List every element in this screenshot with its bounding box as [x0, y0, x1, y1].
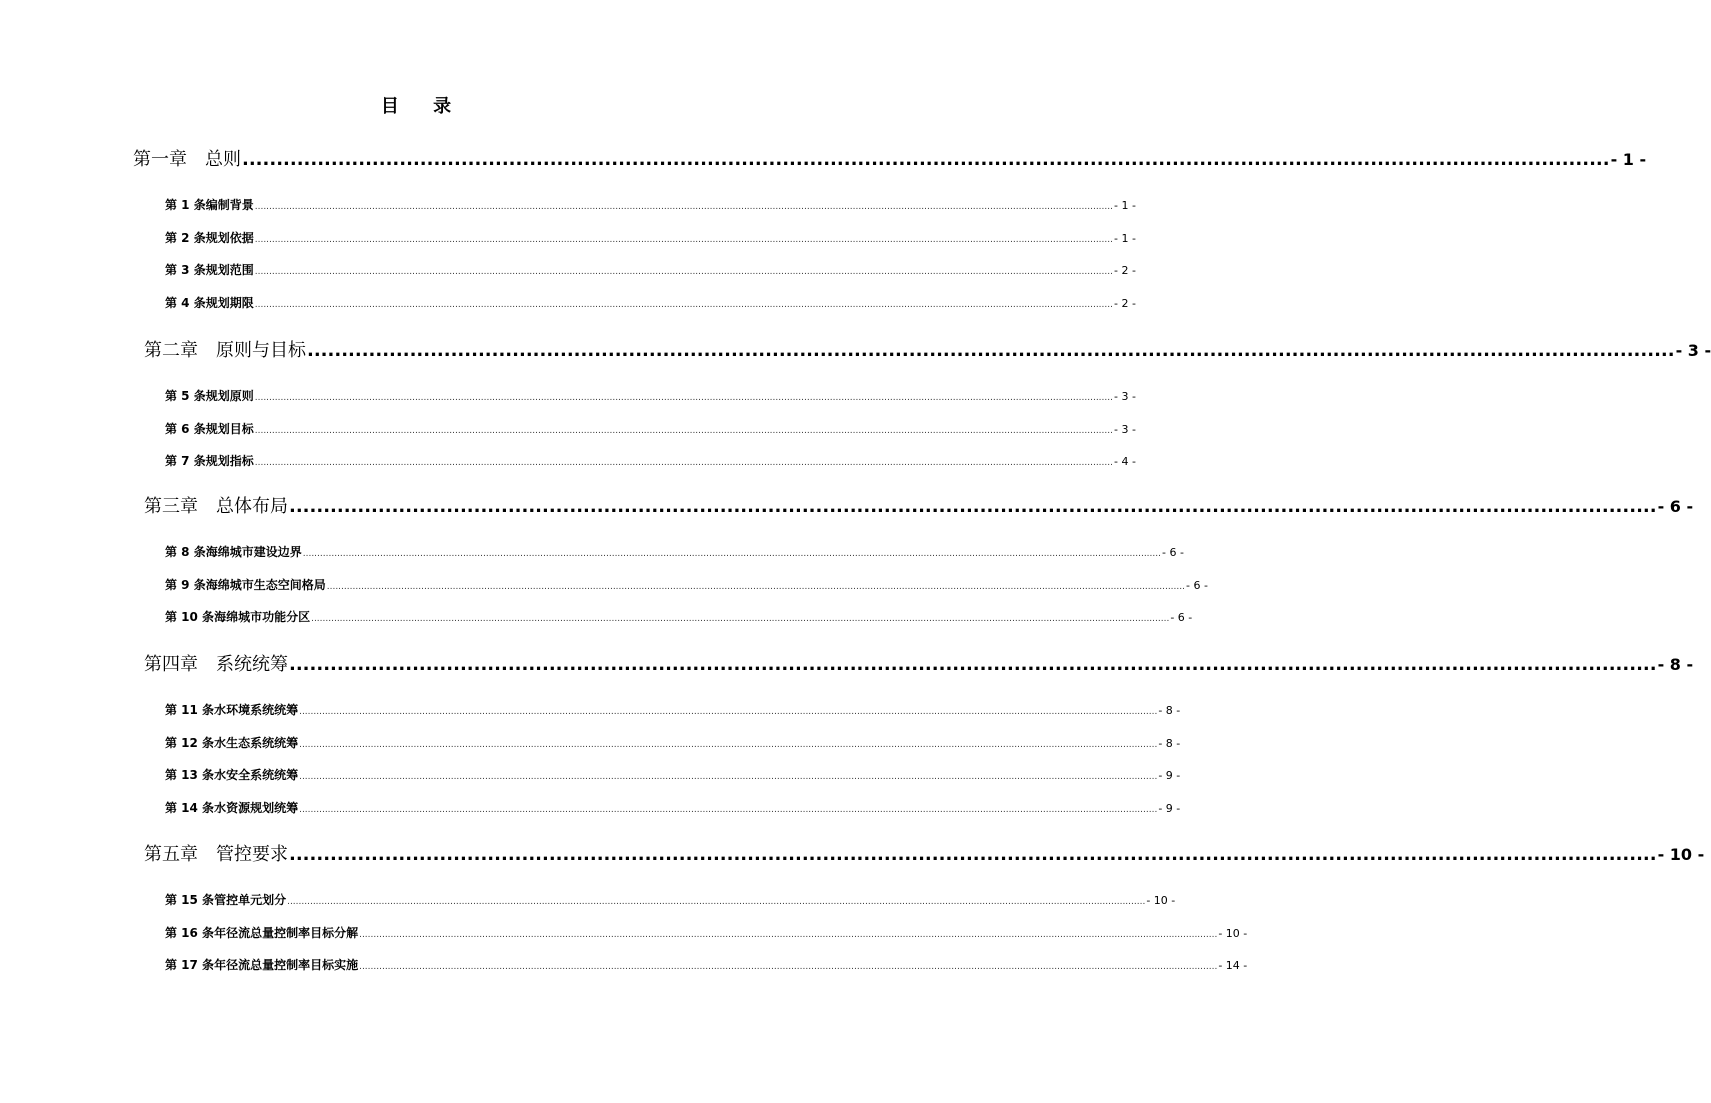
- dot-leader: ............................................................................................................................................................................................................................................................................................................: [254, 393, 1113, 403]
- toc-entry-row[interactable]: [165, 891, 1176, 908]
- entry-page-number: - 2 -: [1114, 264, 1136, 277]
- dot-leader: ............................................................................................................................................................................................................................................................................................................: [359, 962, 1218, 972]
- chapter-page-number: - 10 -: [1657, 845, 1705, 864]
- toc-entry-row[interactable]: [165, 799, 1181, 816]
- chapter-page-number: - 8 -: [1657, 655, 1694, 674]
- chapter-title: 总则: [205, 149, 241, 170]
- entry-number: 第 7 条: [165, 454, 206, 468]
- toc-chapter-row[interactable]: [144, 840, 1705, 866]
- entry-page-number: - 8 -: [1158, 736, 1181, 750]
- entry-number: 第 6 条: [165, 421, 206, 436]
- entry-title: 规划期限: [205, 295, 254, 310]
- entry-title: 规划依据: [205, 230, 254, 245]
- dot-leader: ........................................................................................................................................................................................................: [242, 149, 1610, 170]
- entry-page-number: - 6 -: [1186, 578, 1208, 592]
- toc-entry-row[interactable]: [165, 261, 1136, 278]
- entry-page-number: - 6 -: [1170, 611, 1193, 624]
- dot-leader: ............................................................................................................................................................................................................................................................................................................: [299, 707, 1158, 717]
- chapter-title: 系统统筹: [216, 654, 288, 675]
- entry-title: 规划原则: [205, 389, 254, 403]
- entry-title: 规划范围: [205, 263, 254, 277]
- toc-chapter-row[interactable]: [144, 650, 1694, 676]
- toc-entry-row[interactable]: [165, 294, 1136, 311]
- entry-page-number: - 1 -: [1114, 199, 1136, 212]
- dot-leader: ............................................................................................................................................................................................................................................................................................................: [287, 897, 1146, 907]
- entry-title: 规划指标: [205, 454, 254, 468]
- dot-leader: ............................................................................................................................................................................................................................................................................................................: [254, 299, 1113, 310]
- toc-entry-row[interactable]: [165, 924, 1248, 941]
- toc-entry-row[interactable]: [165, 956, 1248, 973]
- entry-number: 第 16 条: [165, 925, 215, 940]
- chapter-number: 第三章: [144, 496, 198, 517]
- chapter-number: 第二章: [144, 340, 198, 361]
- entry-page-number: - 9 -: [1158, 801, 1181, 815]
- entry-title: 海绵城市建设边界: [205, 545, 302, 559]
- toc-entry-row[interactable]: [165, 543, 1184, 560]
- entry-page-number: - 14 -: [1218, 959, 1248, 972]
- toc-entry-row[interactable]: [165, 229, 1136, 246]
- entry-number: 第 12 条: [165, 735, 215, 750]
- toc-chapter-row[interactable]: [144, 336, 1711, 362]
- entry-title: 水安全系统统筹: [214, 768, 299, 782]
- entry-page-number: - 8 -: [1158, 704, 1181, 717]
- entry-page-number: - 10 -: [1146, 894, 1176, 907]
- entry-title: 海绵城市功能分区: [214, 610, 311, 624]
- dot-leader: ............................................................................................................................................................................................................................................................................................................: [254, 458, 1113, 468]
- entry-title: 规划目标: [205, 421, 254, 436]
- dot-leader: ............................................................................................................................................................................................................................................................................................................: [254, 202, 1113, 212]
- toc-entry-row[interactable]: [165, 576, 1208, 593]
- entry-page-number: - 10 -: [1218, 926, 1248, 940]
- entry-page-number: - 3 -: [1114, 390, 1136, 403]
- dot-leader: ............................................................................................................................................................................................................................................................................................................: [254, 425, 1113, 436]
- entry-page-number: - 2 -: [1114, 296, 1136, 310]
- entry-page-number: - 6 -: [1162, 546, 1184, 559]
- dot-leader: ............................................................................................................................................................................................................................................................................................................: [299, 739, 1158, 750]
- entry-page-number: - 1 -: [1114, 231, 1136, 245]
- dot-leader: ........................................................................................................................................................................................................: [289, 844, 1657, 865]
- chapter-page-number: - 3 -: [1675, 341, 1711, 360]
- entry-title: 海绵城市生态空间格局: [205, 577, 326, 592]
- dot-leader: ............................................................................................................................................................................................................................................................................................................: [254, 267, 1113, 277]
- chapter-number: 第四章: [144, 654, 198, 675]
- entry-number: 第 9 条: [165, 577, 206, 592]
- dot-leader: ........................................................................................................................................................................................................: [289, 654, 1657, 675]
- dot-leader: ............................................................................................................................................................................................................................................................................................................: [254, 234, 1113, 245]
- toc-entry-row[interactable]: [165, 196, 1136, 213]
- entry-number: 第 14 条: [165, 800, 215, 815]
- entry-page-number: - 4 -: [1114, 455, 1136, 468]
- entry-number: 第 5 条: [165, 389, 206, 403]
- dot-leader: ........................................................................................................................................................................................................: [289, 496, 1657, 517]
- entry-title: 管控单元划分: [214, 893, 287, 907]
- toc-chapter-row[interactable]: [144, 492, 1694, 518]
- chapter-title: 总体布局: [216, 496, 288, 517]
- entry-number: 第 3 条: [165, 263, 206, 277]
- entry-page-number: - 3 -: [1114, 422, 1136, 436]
- toc-entry-row[interactable]: [165, 420, 1136, 437]
- dot-leader: ............................................................................................................................................................................................................................................................................................................: [299, 772, 1158, 782]
- toc-entry-row[interactable]: [165, 608, 1193, 625]
- chapter-title: 管控要求: [216, 844, 288, 865]
- toc-chapter-row[interactable]: [133, 145, 1647, 171]
- entry-number: 第 8 条: [165, 545, 206, 559]
- entry-number: 第 17 条: [165, 958, 215, 972]
- entry-number: 第 4 条: [165, 295, 206, 310]
- chapter-number: 第一章: [133, 149, 187, 170]
- entry-title: 水资源规划统筹: [214, 800, 299, 815]
- dot-leader: ............................................................................................................................................................................................................................................................................................................: [326, 581, 1185, 592]
- dot-leader: ............................................................................................................................................................................................................................................................................................................: [302, 549, 1161, 559]
- page-title: 目 录: [380, 96, 466, 117]
- chapter-title: 原则与目标: [216, 340, 306, 361]
- entry-number: 第 2 条: [165, 230, 206, 245]
- entry-number: 第 1 条: [165, 198, 206, 212]
- entry-title: 编制背景: [205, 198, 254, 212]
- chapter-page-number: - 1 -: [1610, 150, 1647, 169]
- toc-entry-row[interactable]: [165, 701, 1181, 718]
- toc-entry-row[interactable]: [165, 766, 1181, 783]
- entry-page-number: - 9 -: [1158, 769, 1181, 782]
- entry-title: 年径流总量控制率目标实施: [214, 958, 359, 972]
- dot-leader: ............................................................................................................................................................................................................................................................................................................: [299, 804, 1158, 815]
- toc-entry-row[interactable]: [165, 734, 1181, 751]
- dot-leader: ............................................................................................................................................................................................................................................................................................................: [359, 929, 1218, 940]
- entry-number: 第 11 条: [165, 703, 215, 717]
- toc-entry-row[interactable]: [165, 452, 1136, 469]
- entry-title: 水环境系统统筹: [214, 703, 299, 717]
- entry-number: 第 15 条: [165, 893, 215, 907]
- dot-leader: ............................................................................................................................................................................................................................................................................................................: [311, 614, 1170, 624]
- entry-title: 水生态系统统筹: [214, 735, 299, 750]
- entry-number: 第 13 条: [165, 768, 215, 782]
- toc-entry-row[interactable]: [165, 387, 1136, 404]
- chapter-page-number: - 6 -: [1657, 497, 1694, 516]
- entry-title: 年径流总量控制率目标分解: [214, 925, 359, 940]
- entry-number: 第 10 条: [165, 610, 215, 624]
- chapter-number: 第五章: [144, 844, 198, 865]
- dot-leader: ........................................................................................................................................................................................................: [307, 340, 1675, 361]
